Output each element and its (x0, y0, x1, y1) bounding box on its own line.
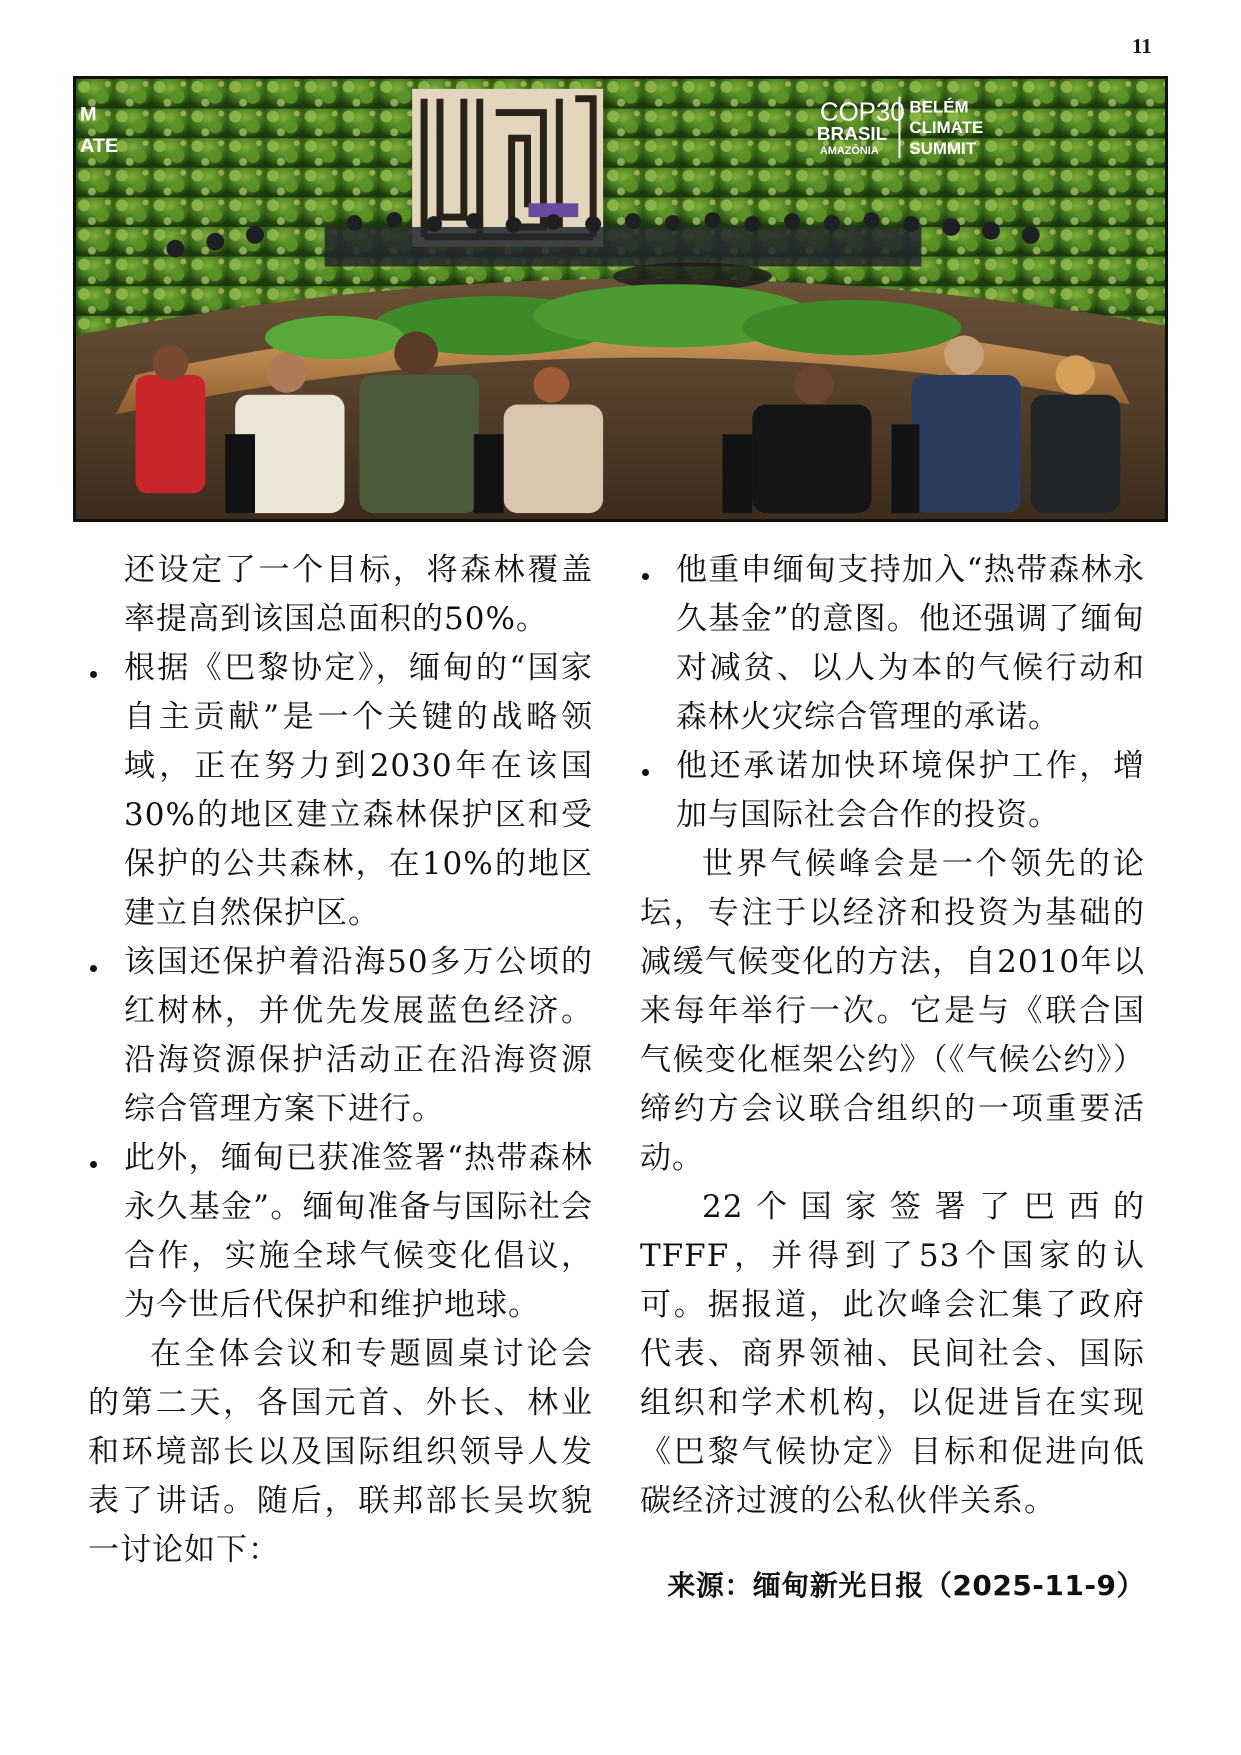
list-item: 他还承诺加快环境保护工作，增加与国际社会合作的投资。 (640, 742, 1145, 840)
cop30-logo (817, 97, 983, 158)
left-sign-line-1: M (79, 103, 97, 126)
source-credit: 来源：缅甸新光日报（2025-11-9） (667, 1569, 1145, 1602)
left-column (88, 546, 593, 1575)
list-item: 此外，缅甸已获准签署“热带森林永久基金”。缅甸准备与国际社会合作，实施全球气候变化倡议，为今世后代保护和维护地球。 (88, 1134, 593, 1330)
list-item: 该国还保护着沿海50多万公顷的红树林，并优先发展蓝色经济。沿海资源保护活动正在沿海资源综合管理方案下进行。 (88, 938, 593, 1134)
logo-belem: BELÉM (909, 97, 969, 117)
right-column (640, 546, 1145, 1526)
list-item: 他重申缅甸支持加入“热带森林永久基金”的意图。他还强调了缅甸对减贫、以人为本的气候行动和森林火灾综合管理的承诺。 (640, 546, 1145, 742)
logo-climate: CLIMATE (909, 118, 984, 138)
logo-brasil: BRASIL (816, 123, 888, 145)
logo-amazonia: AMAZÔNIA (819, 145, 879, 157)
page-number: 11 (1132, 34, 1152, 58)
conference-scene (76, 79, 1165, 519)
left-sign-line-2: ATE (79, 135, 119, 157)
body-paragraph: 22个国家签署了巴西的TFFF，并得到了53个国家的认可。据报道，此次峰会汇集了政府代表、商界领袖、民间社会、国际组织和学术机构，以促进旨在实现《巴黎气候协定》目标和促进向低碳经济过渡的公私伙伴关系。 (640, 1189, 1145, 1519)
list-item: 根据《巴黎协定》，缅甸的“国家自主贡献”是一个关键的战略领域，正在努力到2030年在该国30%的地区建立森林保护区和受保护的公共森林，在10%的地区建立自然保护区。 (88, 644, 593, 938)
body-paragraph: 世界气候峰会是一个领先的论坛，专注于以经济和投资为基础的减缓气候变化的方法，自2010年以来每年举行一次。它是与《联合国气候变化框架公约》（《气候公约》）缔约方会议联合组织的一项重要活动。 (640, 846, 1145, 1176)
body-paragraph: 在全体会议和专题圆桌讨论会的第二天，各国元首、外长、林业和环境部长以及国际组织领导人发表了讲话。随后，联邦部长吴坎貌一讨论如下： (88, 1336, 593, 1568)
logo-cop30: COP30 (819, 98, 905, 127)
continued-bullet-text: 还设定了一个目标，将森林覆盖率提高到该国总面积的50%。 (124, 552, 593, 637)
summit-photo (73, 76, 1168, 522)
logo-summit: SUMMIT (909, 139, 977, 158)
